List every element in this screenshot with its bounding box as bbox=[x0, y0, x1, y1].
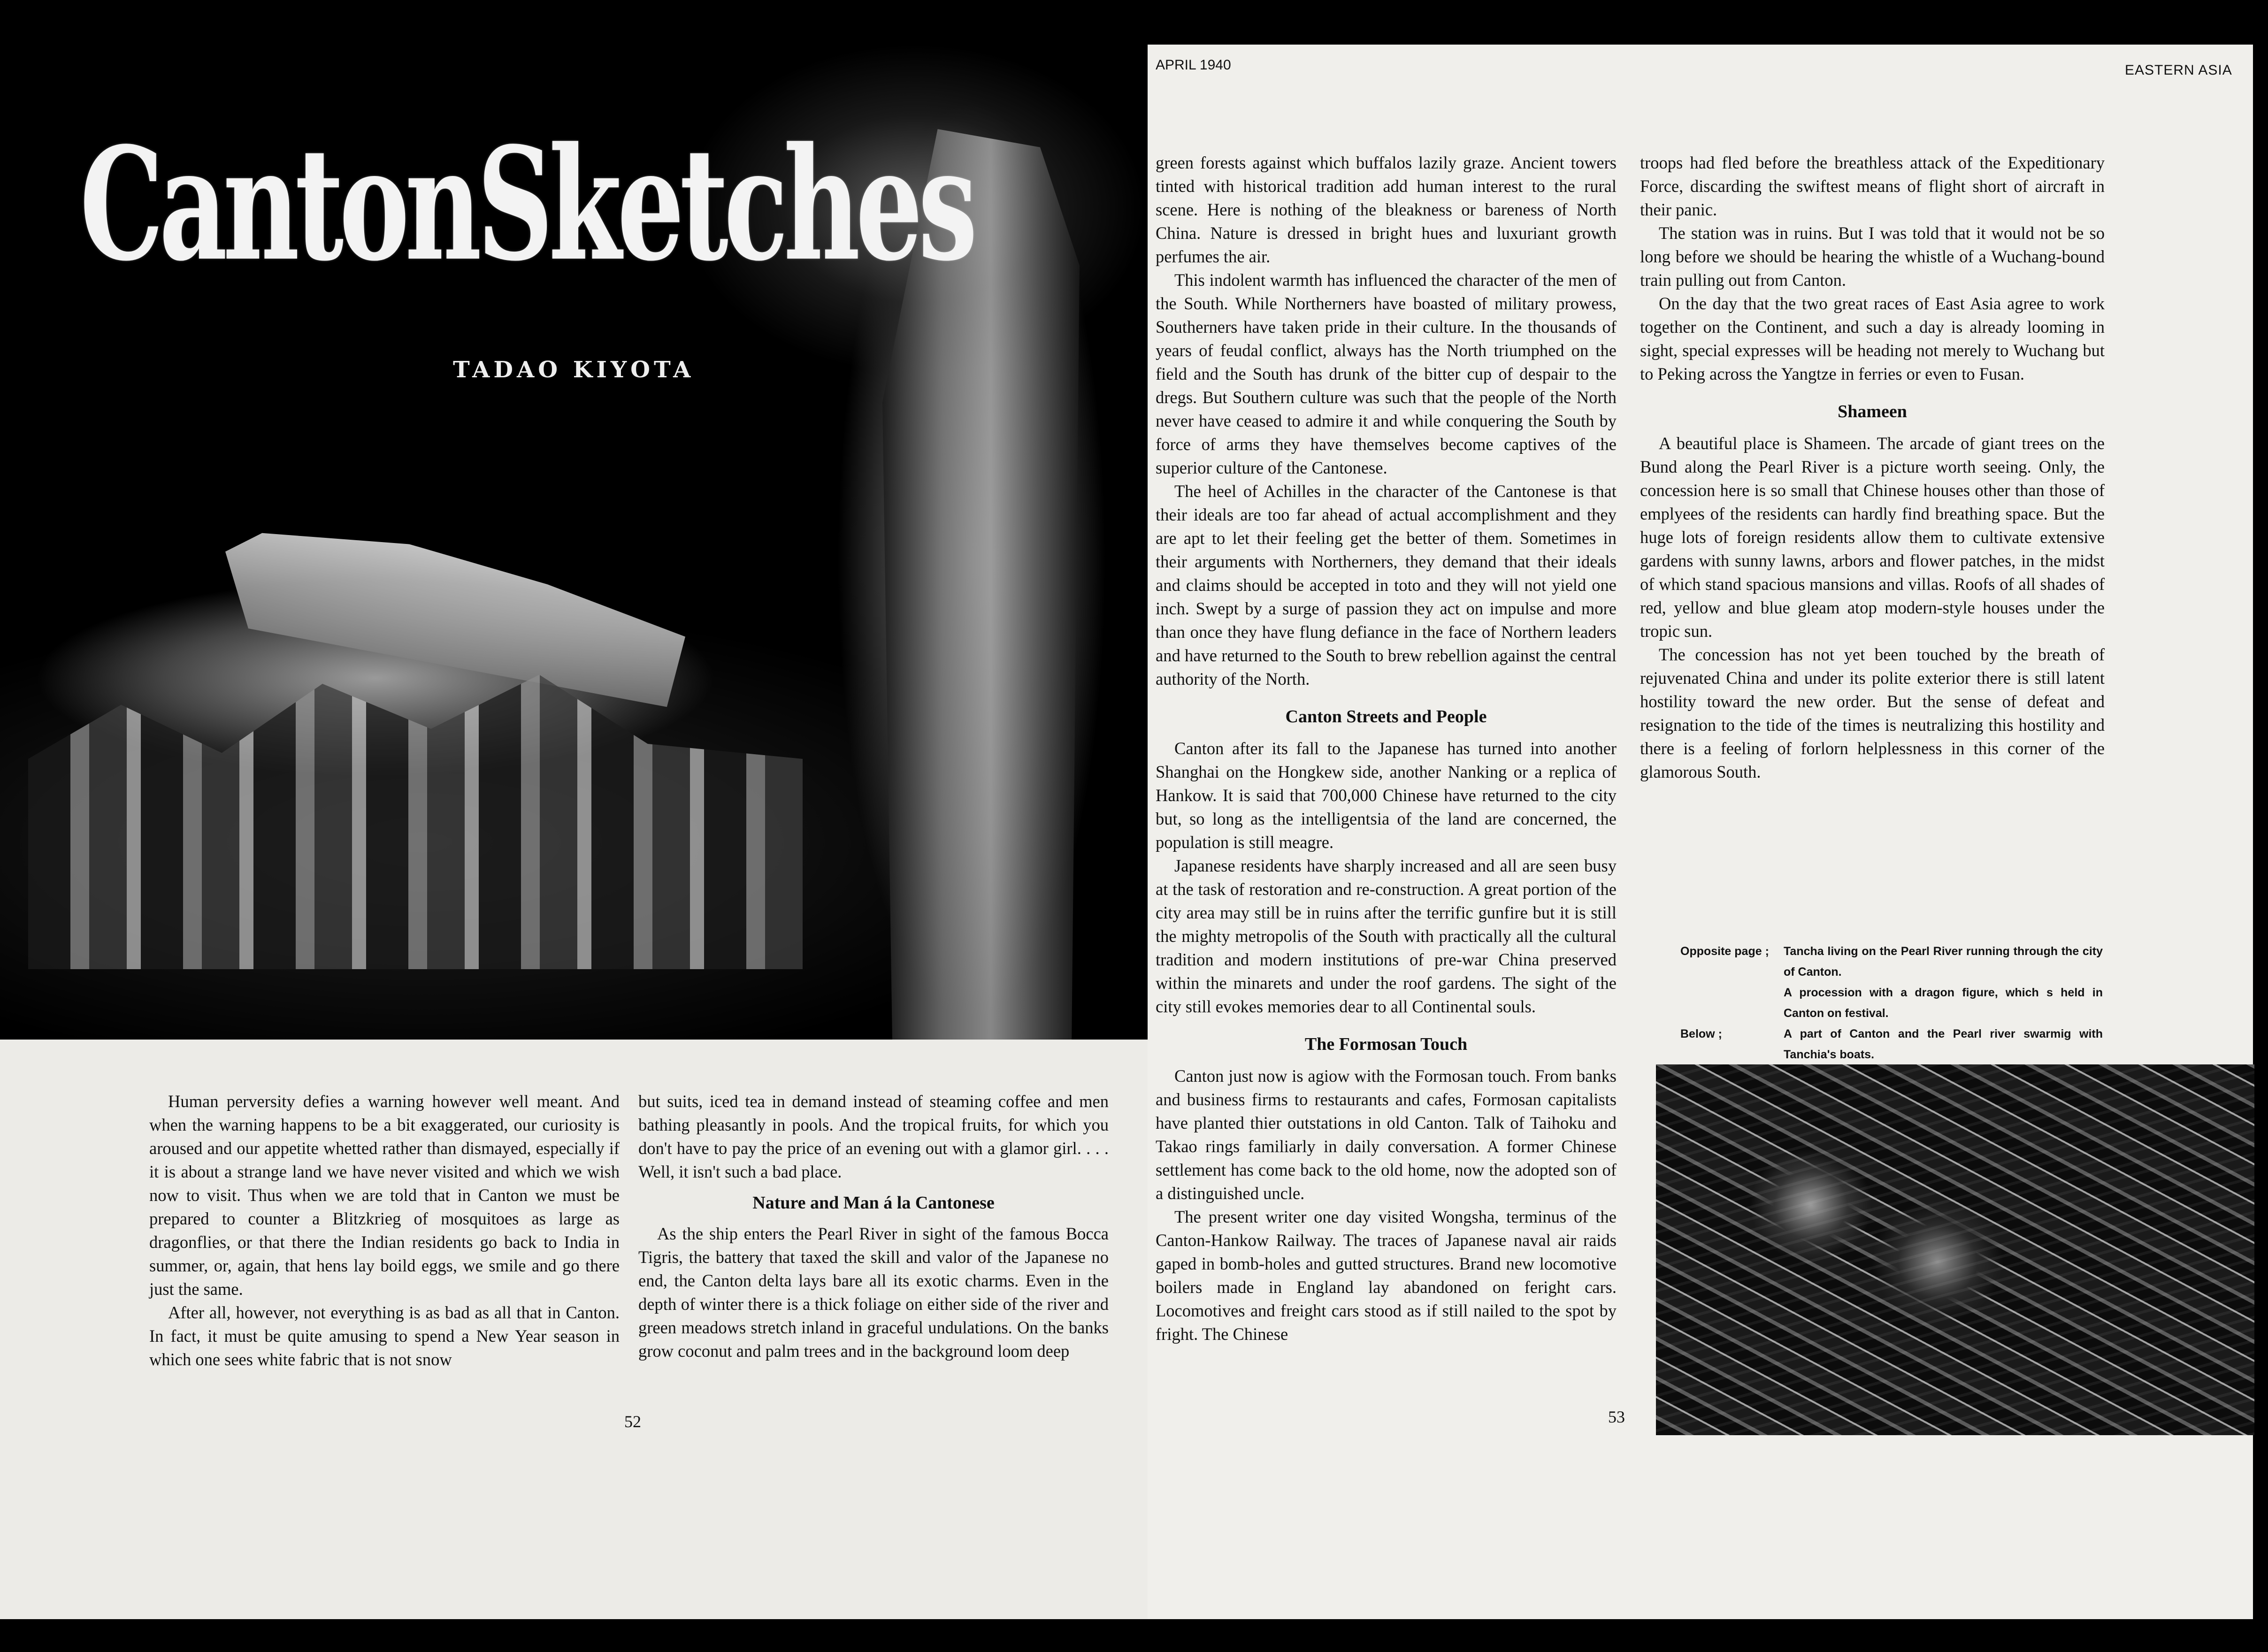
section-heading: Shameen bbox=[1838, 402, 1907, 421]
left-page bbox=[0, 45, 1148, 1619]
paragraph: Japanese residents have sharply increased and all are seen busy at the task of restoration and re-construction. A great portion of the city area may still be in ruins after the terrific gunfire but it is still the mighty metropolis of the South with practically all the cultural tradition and modern institutions of pre-war China preserved within the minarets and under the roof gardens. The sight of the city still evokes memories dear to all Continental souls. bbox=[1156, 856, 1617, 1016]
page-number: 52 bbox=[624, 1412, 641, 1431]
caption-row bbox=[1680, 982, 2103, 1024]
paragraph: This indolent warmth has influenced the character of the men of the South. While Northerners have boasted of military prowess, Southerners have taken pride in their culture. In the thousands of years of feudal conflict, always has the North triumphed on the field and the South has drunk of the bitter cup of despair to the dregs. But Southern culture was such that the people of the North never have ceased to admire it and while conquering the South by force of arms they have themselves become captives of the superior culture of the Cantonese. bbox=[1156, 270, 1617, 477]
left-column-1 bbox=[149, 1090, 620, 1371]
paragraph: The present writer one day visited Wongsha, terminus of the Canton-Hankow Railway. The traces of Japanese naval air raids gaped in bomb-holes and gutted structures. Brand new locomotive boilers made in England lay abandoned on feright cars. Locomotives and freight cars stood as if still nailed to the spot by fright. The Chinese bbox=[1156, 1207, 1617, 1344]
section-heading: Canton Streets and People bbox=[1285, 707, 1487, 727]
paragraph: green forests against which buffalos lazily graze. Ancient towers tinted with historical tradition add human interest to the rural scene. Here is nothing of the bleakness or bareness of North China. Nature is dressed in bright hues and luxuriant growth perfumes the air. bbox=[1156, 153, 1617, 266]
paragraph: but suits, iced tea in demand instead of steaming coffee and men bathing pleasantly in pools. And the tropical fruits, for which you don't have to pay the price of an evening out with a glamor girl. . . . Well, it isn't such a bad place. bbox=[638, 1092, 1109, 1181]
paragraph: A beautiful place is Shameen. The arcade of giant trees on the Bund along the Pearl River is a picture worth seeing. Only, the concession here is so small that Chinese houses other than those of emplyees of the residents can hardly find breathing space. But the huge lots of foreign residents allow them to cultivate extensive gardens with sunny lawns, arbors and flower patches, in the midst of which stand spacious mansions and villas. Roofs of all shades of red, yellow and blue gleam atop modern-style houses under the tropic sun. bbox=[1640, 434, 2105, 641]
caption-label: Opposite page ; bbox=[1680, 945, 1769, 958]
paragraph: Canton after its fall to the Japanese has turned into another Shanghai on the Hongkew side, another Nanking or a replica of Hankow. It is said that 700,000 Chinese have returned to the city but, so long as the intelligentsia of the land are concerned, the population is still meagre. bbox=[1156, 739, 1617, 852]
article-title: CantonSketches bbox=[80, 113, 973, 295]
procession-shape bbox=[28, 669, 803, 969]
paragraph: The heel of Achilles in the character of the Cantonese is that their ideals are too far ahead of actual accomplishment and they are apt to let their feeling get the better of them. Sometimes in their arguments with Northerners, they demand that their ideals and claims should be accepted in toto and they will not yield one inch. Swept by a surge of passion they act on impulse and more than once they have flung defiance in the face of Northern leaders and have returned to the South to brew rebellion against the central authority of the North. bbox=[1156, 482, 1617, 688]
boat-shape bbox=[225, 515, 685, 710]
paragraph: Human perversity defies a warning however well meant. And when the warning happens to be a bit exaggerated, our curiosity is aroused and our appetite whetted rather than dismayed, especially if it is about a strange land we have never visited and which we wish now to visit. Thus when we are told that in Canton we must be prepared to counter a Blitzkrieg of mosquitoes as large as dragonflies, or that there the Indian residents go back to India in summer, or, again, that hens lay boild eggs, we smile and go there just the same. bbox=[149, 1092, 620, 1299]
photo-caption bbox=[1680, 941, 2103, 1065]
paragraph: As the ship enters the Pearl River in sight of the famous Bocca Tigris, the battery that taxed the skill and valor of the Japanese no end, the Canton delta lays bare all its exotic charms. Even in the depth of winter there is a thick foliage on either side of the river and green meadows stretch inland in graceful undulations. On the banks grow coconut and palm trees and in the background loom deep bbox=[638, 1224, 1109, 1361]
running-head-magazine: EASTERN ASIA bbox=[2125, 62, 2232, 78]
paragraph: After all, however, not everything is as bad as all that in Canton. In fact, it must be quite amusing to spend a New Year season in which one sees white fabric that is not snow bbox=[149, 1303, 620, 1369]
paragraph: On the day that the two great races of East Asia agree to work together on the Continent, and such a day is already looming in sight, special expresses will be heading not merely to Wuchang but to Peking across the Yangtze in ferries or even to Fusan. bbox=[1640, 294, 2105, 383]
running-head-date: APRIL 1940 bbox=[1156, 57, 1231, 73]
left-column-2 bbox=[638, 1090, 1109, 1371]
caption-row bbox=[1680, 941, 2103, 982]
caption-row bbox=[1680, 1024, 2103, 1065]
right-column-b bbox=[1640, 151, 2105, 784]
caption-label: Below ; bbox=[1680, 1027, 1722, 1040]
section-heading: Nature and Man á la Cantonese bbox=[752, 1193, 995, 1213]
boats-photo bbox=[1656, 1064, 2254, 1435]
caption-text: A procession with a dragon figure, which s held in Canton on festival. bbox=[1784, 986, 2103, 1020]
caption-text: A part of Canton and the Pearl river swarmig with Tanchia's boats. bbox=[1784, 1027, 2103, 1061]
article-author: TADAO KIYOTA bbox=[453, 357, 695, 383]
paragraph: troops had fled before the breathless attack of the Expeditionary Force, discarding the swiftest means of flight short of aircraft in their panic. bbox=[1640, 153, 2105, 219]
section-heading: The Formosan Touch bbox=[1304, 1034, 1468, 1054]
caption-text: Tancha living on the Pearl River running through the city of Canton. bbox=[1784, 945, 2103, 979]
page-number: 53 bbox=[1608, 1407, 1625, 1426]
left-text-columns bbox=[149, 1090, 1109, 1371]
hero-photo bbox=[0, 45, 1148, 1040]
right-column-a bbox=[1156, 151, 1617, 1346]
paragraph: The station was in ruins. But I was told that it would not be so long before we should be hearing the whistle of a Wuchang-bound train pulling out from Canton. bbox=[1640, 223, 2105, 290]
paragraph: Canton just now is agiow with the Formosan touch. From banks and business firms to restaurants and cafes, Formosan capitalists have planted thier outstations in old Canton. Talk of Taihoku and Takao rings familiarly in daily conversation. A former Chinese settlement has come back to the old home, now the adopted son of a distinguished uncle. bbox=[1156, 1066, 1617, 1203]
paragraph: The concession has not yet been touched by the breath of rejuvenated China and under its polite exterior there is still latent hostility toward the new order. But the sense of defeat and resignation to the tide of the times is neutralizing this hostility and there is a feeling of forlorn helplessness in this corner of the glamorous South. bbox=[1640, 645, 2105, 781]
